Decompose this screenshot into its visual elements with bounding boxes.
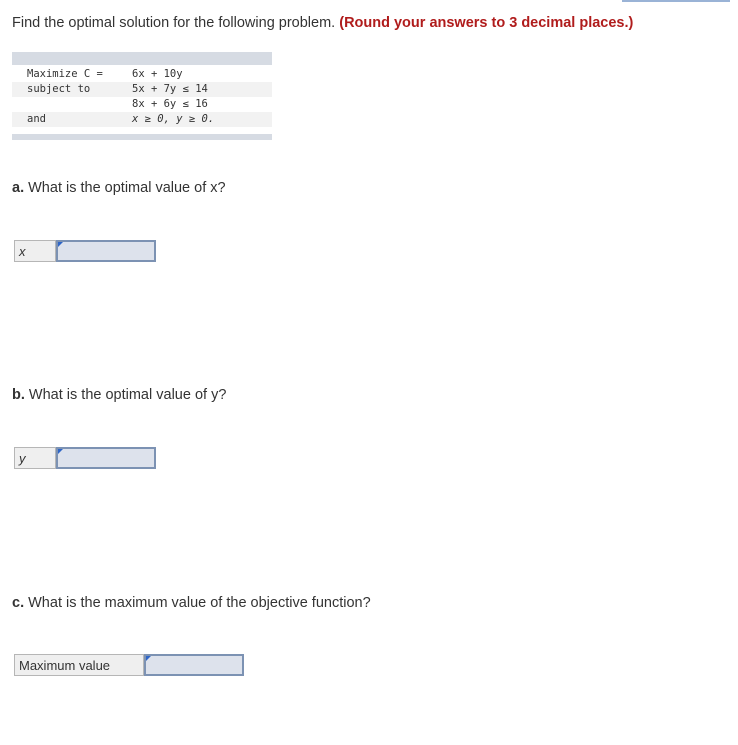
question-b <box>12 387 226 403</box>
instructions-text: Find the optimal solution for the following problem. <box>12 15 336 31</box>
rounding-note: (Round your answers to 3 decimal places.) <box>339 15 634 31</box>
answer-label-x: x <box>14 240 56 262</box>
problem-row-constraint-2 <box>12 97 272 112</box>
question-text: What is the maximum value of the objective function? <box>28 595 371 611</box>
question-text: What is the optimal value of x? <box>28 180 226 196</box>
question-c <box>12 595 371 611</box>
problem-statement <box>12 52 272 140</box>
maximum-value-input[interactable] <box>144 654 244 676</box>
input-marker-icon <box>146 656 151 661</box>
problem-row-expression: x ≥ 0, y ≥ 0. <box>132 113 215 125</box>
problem-header-bar <box>12 52 272 65</box>
question-letter: a. <box>12 180 25 196</box>
y-answer-input[interactable] <box>56 447 156 469</box>
problem-row-expression: 6x + 10y <box>132 68 183 80</box>
input-marker-icon <box>58 449 63 454</box>
top-tab-edge <box>622 0 730 2</box>
instructions <box>12 15 633 31</box>
problem-row-constraint-1 <box>12 82 272 97</box>
problem-footer-bar <box>12 134 272 140</box>
question-letter: c. <box>12 595 25 611</box>
question-text: What is the optimal value of y? <box>28 387 227 403</box>
answer-label-maximum: Maximum value <box>14 654 144 676</box>
answer-label-y: y <box>14 447 56 469</box>
problem-row-label: subject to <box>27 83 91 95</box>
question-a <box>12 180 226 196</box>
question-letter: b. <box>12 387 25 403</box>
problem-row-objective <box>12 67 272 82</box>
problem-row-nonnegativity <box>12 112 272 127</box>
input-marker-icon <box>58 242 63 247</box>
problem-row-label: Maximize C = <box>27 68 103 80</box>
problem-row-label: and <box>27 113 46 125</box>
problem-row-expression: 8x + 6y ≤ 16 <box>132 98 208 110</box>
x-answer-input[interactable] <box>56 240 156 262</box>
problem-row-expression: 5x + 7y ≤ 14 <box>132 83 208 95</box>
